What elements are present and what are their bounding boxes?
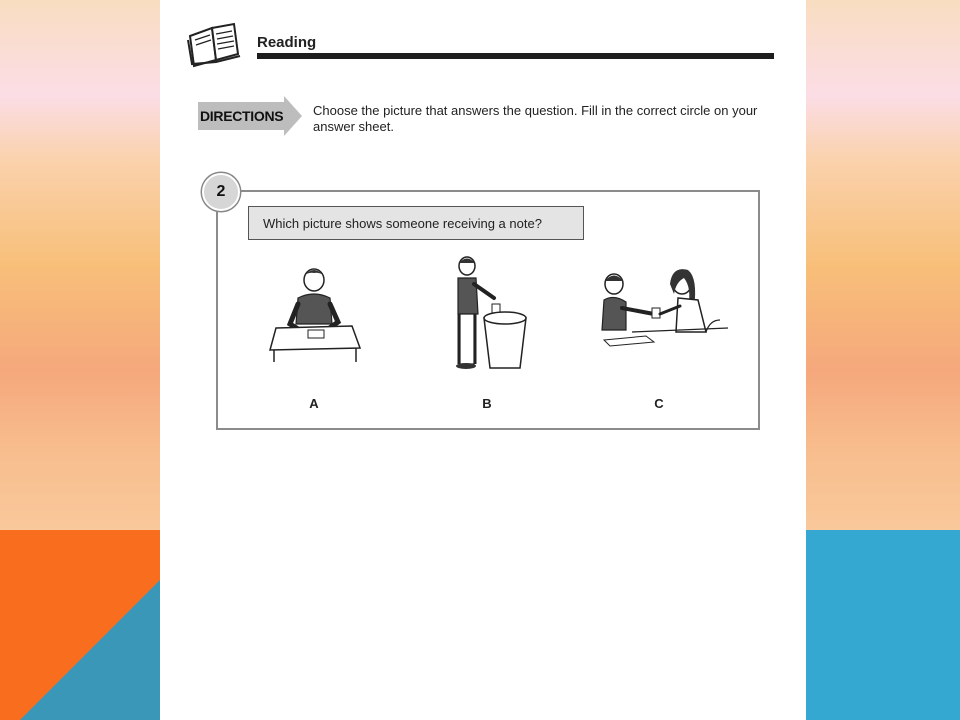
worksheet-page	[160, 0, 806, 720]
directions-label: DIRECTIONS	[200, 108, 284, 124]
directions-text: Choose the picture that answers the question. Fill in the correct circle on your answer sheet.	[313, 103, 758, 134]
bottom-right-corner-decoration	[806, 530, 960, 720]
option-c-label[interactable]: C	[654, 396, 664, 411]
left-decorative-band	[0, 0, 160, 530]
option-b-picture-boy-trash-can[interactable]	[450, 254, 530, 372]
title-rule	[257, 53, 774, 59]
option-b-label[interactable]: B	[482, 396, 492, 411]
right-decorative-band	[806, 0, 960, 530]
option-c-picture-boy-handing-note[interactable]	[596, 264, 728, 348]
open-book-icon	[186, 22, 242, 68]
section-title: Reading	[257, 34, 317, 51]
option-a-label[interactable]: A	[309, 396, 319, 411]
question-text: Which picture shows someone receiving a note?	[248, 206, 584, 240]
option-a-picture-boy-writing[interactable]	[266, 264, 362, 364]
bottom-left-corner-decoration	[0, 530, 160, 720]
question-number-badge: 2	[202, 173, 240, 211]
